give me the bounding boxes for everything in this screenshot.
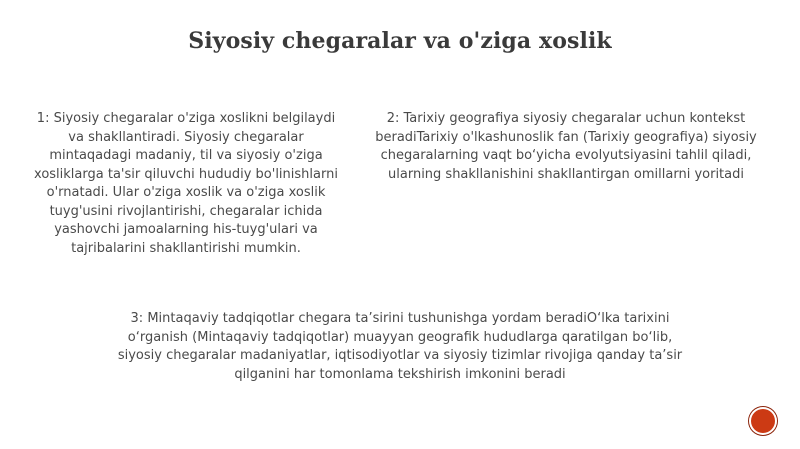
text-block-2: 2: Tarixiy geografiya siyosiy chegaralar uchun kontekst beradiTarixiy o'lkashunoslik fan (Tarixiy geografiya) siyosiy chegaralarning vaqt bo‘yicha evolyutsiyasini tahlil qiladi, ularning shakllanishini shakllantirgan omillarni yoritadi — [375, 111, 757, 182]
text-block-3: 3: Mintaqaviy tadqiqotlar chegara ta’sirini tushunishga yordam beradiO‘lka tarixini o‘rganish (Mintaqaviy tadqiqotlar) muayyan geografik hududlarga qaratilgan bo‘lib, siyosiy chegaralar madaniyatlar, iqtisodiyotlar va siyosiy tizimlar rivojiga qanday ta’sir qilganini har tomonlama tekshirish imkonini beradi — [117, 311, 683, 382]
slide-title: Siyosiy chegaralar va o'ziga xoslik — [188, 28, 612, 54]
next-slide-button[interactable] — [749, 407, 777, 435]
text-block-1: 1: Siyosiy chegaralar o'ziga xoslikni belgilaydi va shakllantiradi. Siyosiy chegaralar mintaqadagi madaniy, til va siyosiy o'ziga xosliklarga ta'sir qiluvchi hududiy bo'linishlarni o'rnatadi. Ular o'ziga xoslik va o'ziga xoslik tuyg'usini rivojlantirishi, chegaralar ichida yashovchi jamoalarning his-tuyg'ulari va tajribalarini shakllantirishi mumkin. — [34, 111, 338, 256]
